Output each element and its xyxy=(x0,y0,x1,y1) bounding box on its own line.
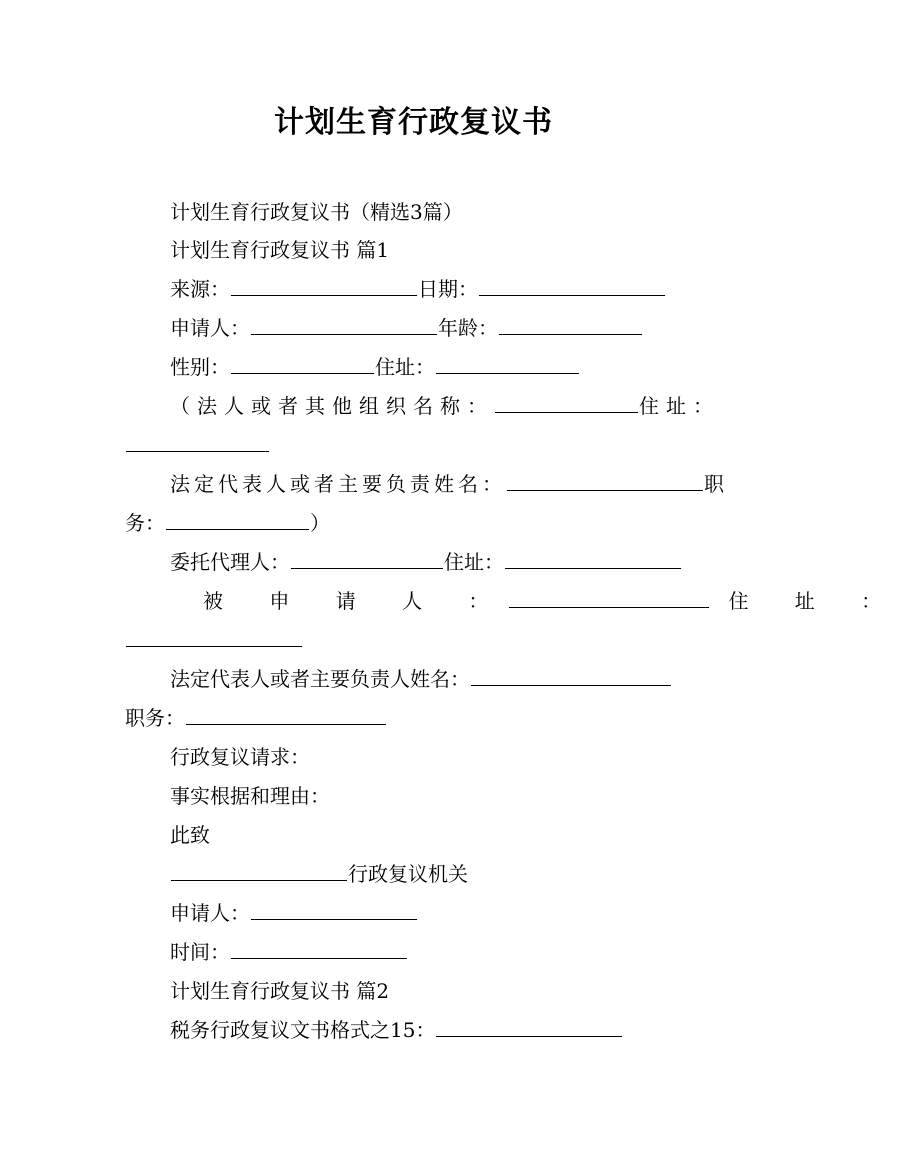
gender-address-line xyxy=(170,354,580,380)
legal-rep-label-2: 法定代表人或者主要负责人姓名： xyxy=(170,667,470,691)
legal-rep-line xyxy=(170,471,728,497)
position-blank xyxy=(166,510,309,530)
respondent-address-line xyxy=(125,627,303,653)
agent-address-blank xyxy=(505,549,681,569)
address-label-2: 住址： xyxy=(639,394,720,418)
source-date-line xyxy=(170,276,666,302)
agency-blank xyxy=(171,861,347,881)
legal-rep-label: 法定代表人或者主要负责姓名： xyxy=(170,472,506,496)
applicant-sign-blank xyxy=(251,900,417,920)
address-blank xyxy=(436,354,579,374)
agent-blank xyxy=(291,549,443,569)
subtitle-text: 计划生育行政复议书（精选3篇） xyxy=(170,200,463,224)
facts-line xyxy=(170,783,330,809)
time-line xyxy=(170,939,408,965)
respondent-blank xyxy=(509,588,709,608)
agent-line xyxy=(170,549,682,575)
date-label: 日期： xyxy=(418,277,478,301)
subtitle-line xyxy=(170,199,463,225)
legal-entity-address-line xyxy=(125,432,270,458)
salutation-text: 此致 xyxy=(170,823,210,847)
address-label-3: 住址： xyxy=(444,550,504,574)
applicant-blank xyxy=(251,315,437,335)
position-label-2: 职务： xyxy=(125,706,185,730)
agency-suffix: 行政复议机关 xyxy=(348,862,468,886)
position-label-a: 职 xyxy=(704,472,728,496)
facts-label: 事实根据和理由： xyxy=(170,784,330,808)
legal-entity-blank xyxy=(495,393,638,413)
applicant-sign-label: 申请人： xyxy=(170,901,250,925)
legal-rep-blank-2 xyxy=(471,666,671,686)
address-label-4: 住 址 ： xyxy=(728,589,901,613)
respondent-label: 被 申 请 人 ： xyxy=(203,589,509,613)
agency-line xyxy=(170,861,468,887)
request-line xyxy=(170,744,310,770)
applicant-line xyxy=(170,315,643,341)
gender-blank xyxy=(231,354,374,374)
position-line-2 xyxy=(125,705,387,731)
document-title: 计划生育行政复议书 xyxy=(274,105,553,140)
request-label: 行政复议请求： xyxy=(170,745,310,769)
part2-heading xyxy=(170,978,389,1004)
part2-text: 计划生育行政复议书 篇2 xyxy=(170,979,390,1003)
respondent-line xyxy=(203,588,901,614)
applicant-sign-line xyxy=(170,900,418,926)
respondent-address-blank xyxy=(126,627,302,647)
applicant-label: 申请人： xyxy=(170,316,250,340)
tax-blank xyxy=(436,1017,622,1037)
time-blank xyxy=(231,939,407,959)
part1-text: 计划生育行政复议书 篇1 xyxy=(170,238,390,262)
source-blank xyxy=(231,276,417,296)
legal-entity-label: （法人或者其他组织名称： xyxy=(170,394,494,418)
salutation-line xyxy=(170,822,210,848)
source-label: 来源： xyxy=(170,277,230,301)
position-line xyxy=(125,510,330,536)
tax-label: 税务行政复议文书格式之15： xyxy=(170,1018,436,1042)
legal-rep-line-2 xyxy=(170,666,672,692)
legal-entity-line xyxy=(170,393,720,419)
agent-label: 委托代理人： xyxy=(170,550,290,574)
position-blank-2 xyxy=(186,705,386,725)
address-label: 住址： xyxy=(375,355,435,379)
gender-label: 性别： xyxy=(170,355,230,379)
tax-line xyxy=(170,1017,623,1043)
part1-heading xyxy=(170,237,389,263)
close-paren: ） xyxy=(310,511,330,535)
legal-entity-address-blank xyxy=(126,432,269,452)
age-label: 年龄： xyxy=(438,316,498,340)
time-label: 时间： xyxy=(170,940,230,964)
date-blank xyxy=(479,276,665,296)
legal-rep-blank xyxy=(507,471,703,491)
position-label-b: 务： xyxy=(125,511,165,535)
age-blank xyxy=(499,315,642,335)
